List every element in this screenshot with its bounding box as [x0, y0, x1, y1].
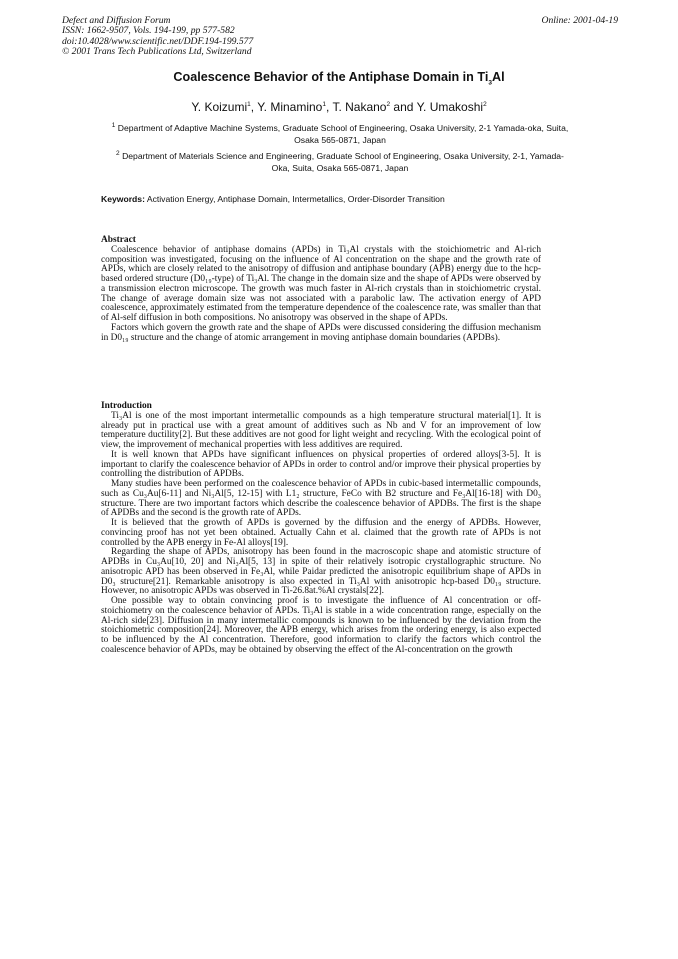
- affiliation-mark: 2: [116, 150, 120, 158]
- journal-name: Defect and Diffusion Forum: [62, 15, 171, 26]
- abstract-heading: Abstract: [101, 235, 136, 245]
- introduction-paragraph: One possible way to obtain convincing proof is to investigate the influence of Al concentration or off-stoichiometry on the coalescence behavior of APDs. Ti₃Al is stable in a wide concentration range, especially on the Al-rich side[23]. Diffusion in many intermetallic compounds is known to be influenced by the deviation from the stoichiometric composition[24]. Moreover, the APB energy, which arises from the ordering energy, is also expected to be influenced by the Al concentration. Therefore, good information to clarify the factors which control the coalescence behavior of APDs, may be obtained by observing the effect of the Al-concentration on the growth: [101, 596, 541, 655]
- author-name: Y. Minamino: [257, 100, 323, 114]
- keywords-label: Keywords:: [101, 194, 145, 204]
- copyright-line: © 2001 Trans Tech Publications Ltd, Switzerland: [62, 46, 252, 58]
- introduction-heading: Introduction: [101, 401, 152, 411]
- affiliation-text: Department of Materials Science and Engineering, Graduate School of Engineering, Osaka University, 2-1, Yamada-Oka, Suita, Osaka 565-0871, Japan: [122, 151, 564, 173]
- keywords-text: Activation Energy, Antiphase Domain, Intermetallics, Order-Disorder Transition: [146, 194, 445, 204]
- affiliation-mark: 1: [111, 122, 116, 130]
- abstract-paragraph: Factors which govern the growth rate and the shape of APDs were discussed considering the diffusion mechanism in D0₁₉ structure and the change of atomic arrangement in moving antiphase domain boundaries (APDBs).: [101, 322, 541, 343]
- paper-title: [0, 70, 678, 87]
- introduction-section: [101, 402, 541, 656]
- affiliation-1: [110, 122, 570, 146]
- author-list: Y. Koizumi$^1$, Y. Minamino$^1$, T. Nakano$^2$ and Y. Umakoshi$^2$: [191, 100, 487, 114]
- doi-line[interactable]: doi:10.4028/www.scientific.net/DDF.194-199.577: [62, 35, 254, 47]
- affiliation-text: Department of Adaptive Machine Systems, Graduate School of Engineering, Osaka University, 2-1 Yamada-oka, Suita, Osaka 565-0871, Japan: [117, 123, 569, 145]
- title-subscript: 3: [488, 79, 492, 87]
- title-end: Al: [491, 70, 505, 84]
- introduction-paragraph: Regarding the shape of APDs, anisotropy has been found in the macroscopic shape and atomistic structure of APDBs in Cu₃Au[10, 20] and Ni₃Al[5, 13] in spite of their relatively isotropic crystallographic structure. No anisotropic APD has been observed in Fe₃Al, while Paidar predicted the anisotropic equilibrium shape of APDs in D0₃ structure[21]. Remarkable anisotropy is also expected in Ti₃Al with anisotropic hcp-based D0₁₉ structure. However, no anisotropic APDs was observed in Ti-26.8at.%Al crystals[22].: [101, 547, 541, 597]
- introduction-paragraph: Ti₃Al is one of the most important intermetallic compounds as a high temperature structural material[1]. It is already put in practical use with a great amount of additives such as Nb and V for an improvement of low temperature ductility[2]. But these additives are not good for light weight and recycling. With the ecological point of view, the improvement of mechanical properties with less additives are required.: [101, 410, 541, 450]
- keywords: [101, 194, 601, 204]
- author-affiliation-mark: 1: [322, 101, 326, 108]
- issn-line: ISSN: 1662-9507, Vols. 194-199, pp 577-582: [62, 25, 235, 37]
- title-main: Coalescence Behavior of the Antiphase Domain in Ti: [173, 70, 489, 84]
- author-affiliation-mark: 1: [247, 101, 251, 108]
- abstract-section: [101, 236, 541, 343]
- affiliation-2: [110, 150, 570, 174]
- author-name: Y. Umakoshi: [416, 100, 484, 114]
- author-name: Y. Koizumi: [191, 100, 248, 114]
- journal-header: [62, 16, 618, 58]
- online-date: Online: 2001-04-19: [541, 15, 618, 26]
- introduction-paragraph: Many studies have been performed on the coalescence behavior of APDs in cubic-based intermetallic compounds, such as Cu₃Au[6-11] and Ni₃Al[5, 12-15] with L1₂ structure, FeCo with B2 structure and Fe₃Al[16-18] with D0₃ structure. There are two important factors which describe the coalescence behavior of APDBs. The first is the shape of APDBs and the second is the growth rate of APDs.: [101, 479, 541, 519]
- author-name: T. Nakano: [332, 100, 387, 114]
- author-affiliation-mark: 2: [386, 101, 391, 108]
- introduction-paragraph: It is well known that APDs have significant influences on physical properties of ordered alloys[3-5]. It is important to clarify the coalescence behavior of APDs in order to control and/or improve their physical properties by controlling the distribution of APDBs.: [101, 449, 541, 480]
- author-affiliation-mark: 2: [483, 101, 487, 108]
- introduction-paragraph: It is believed that the growth of APDs is governed by the diffusion and the energy of APDBs. However, convincing proof has not yet been obtained. Actually Cahn et al. claimed that the growth rate of APDs is not controlled by the APB energy in Fe-Al alloys[19].: [101, 518, 541, 548]
- abstract-paragraph: Coalescence behavior of antiphase domains (APDs) in Ti₃Al crystals with the stoichiometric and Al-rich composition was investigated, focusing on the influence of Al concentration on the shape and the growth rate of APDs, which are closely related to the anisotropy of diffusion and antiphase boundary (APB) energy due to the hcp-based ordered structure (D0₁₉-type) of Ti₃Al. The change in the domain size and the shape of APDs were observed by a transmission electron microscope. The growth was much faster in Al-rich crystals than in stoichiometric crystal. The change of average domain size was not associated with a parabolic law. The activation energy of APD coalescence, approximately estimated from the temperature dependence of the coalescence rate, was smaller than that of Al-self diffusion in both compositions. No anisotropy was observed in the shape of APDs.: [101, 244, 541, 323]
